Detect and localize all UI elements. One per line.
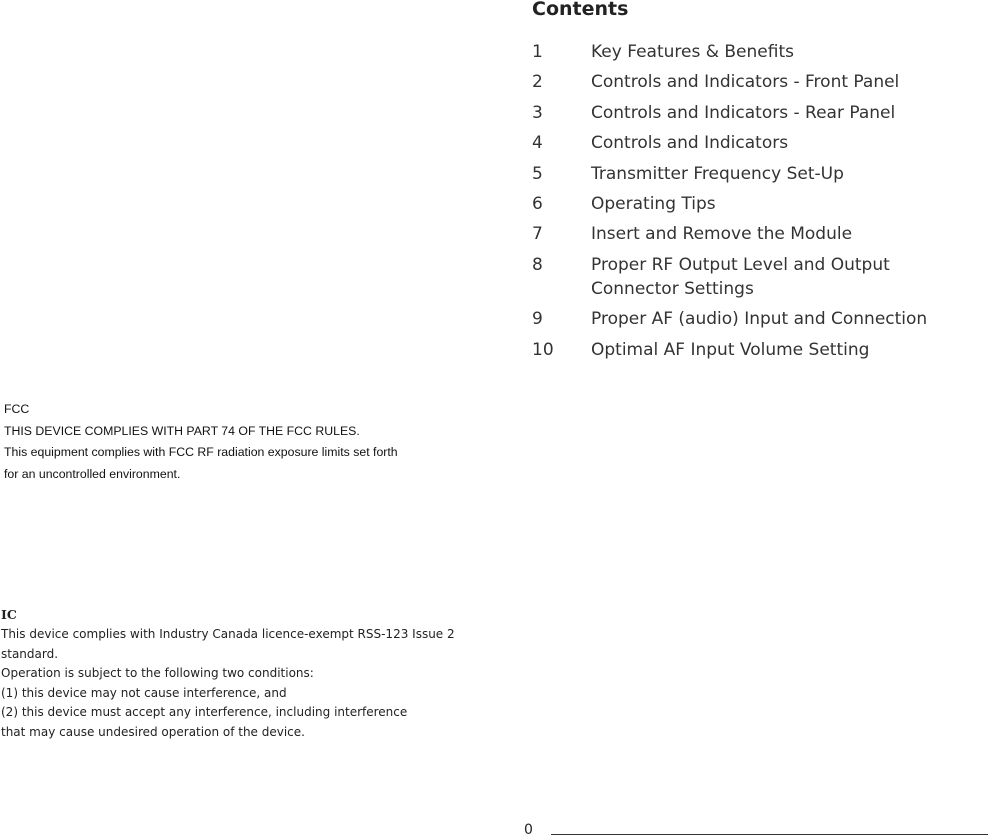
toc-item-number: 9 <box>532 309 543 330</box>
toc-item-number: 5 <box>532 163 543 184</box>
fcc-line: This equipment complies with FCC RF radiation exposure limits set forth <box>4 445 398 460</box>
toc-item <box>532 162 972 186</box>
toc-item-number: 10 <box>532 339 554 360</box>
toc-item-title: Controls and Indicators - Rear Panel <box>591 102 896 123</box>
toc-item <box>532 307 972 331</box>
fcc-notice <box>4 399 474 486</box>
ic-line: standard. <box>1 646 59 661</box>
fcc-heading: FCC <box>4 402 30 416</box>
toc-item-number: 1 <box>532 42 543 62</box>
toc-item-number: 8 <box>532 254 543 275</box>
toc-item-title: Controls and Indicators - Front Panel <box>591 72 900 93</box>
toc-item <box>532 101 972 125</box>
toc-item-title: Transmitter Frequency Set-Up <box>591 163 844 184</box>
page-number: 0 <box>524 822 533 838</box>
toc-item-title: Controls and Indicators <box>591 133 789 154</box>
ic-notice <box>1 605 501 743</box>
footer-divider <box>551 834 988 835</box>
toc-item <box>532 192 972 216</box>
ic-line: This device complies with Industry Canada licence-exempt RSS-123 Issue 2 <box>1 627 455 641</box>
toc-item <box>532 253 972 301</box>
toc-item <box>532 222 972 246</box>
toc-item <box>532 131 972 155</box>
toc-item <box>532 338 972 362</box>
fcc-line: for an uncontrolled environment. <box>4 467 181 482</box>
toc-item-number: 2 <box>532 72 543 93</box>
ic-line: that may cause undesired operation of the device. <box>1 724 305 739</box>
toc-item-title: Proper AF (audio) Input and Connection <box>591 309 928 330</box>
toc-item-number: 4 <box>532 133 543 154</box>
toc-item <box>532 70 972 94</box>
ic-line: (1) this device may not cause interference, and <box>1 685 287 700</box>
fcc-line: THIS DEVICE COMPLIES WITH PART 74 OF THE FCC RULES. <box>4 423 360 438</box>
toc-item-number: 3 <box>532 102 543 123</box>
ic-line: (2) this device must accept any interference, including interference <box>1 705 408 720</box>
toc-item-title: Key Features & Benefits <box>591 42 794 62</box>
ic-line: Operation is subject to the following two conditions: <box>1 666 314 681</box>
toc-item-title: Operating Tips <box>591 193 716 214</box>
toc-item-title: Proper RF Output Level and Output Connector Settings <box>591 254 890 299</box>
toc-item-title: Optimal AF Input Volume Setting <box>591 339 870 360</box>
table-of-contents <box>532 0 972 360</box>
toc-item-title: Insert and Remove the Module <box>591 224 853 245</box>
toc-item <box>532 40 972 64</box>
toc-list <box>532 40 972 368</box>
toc-item-number: 6 <box>532 193 543 214</box>
contents-heading: Contents <box>532 0 629 20</box>
toc-item-number: 7 <box>532 224 543 245</box>
ic-heading: IC <box>1 607 17 622</box>
